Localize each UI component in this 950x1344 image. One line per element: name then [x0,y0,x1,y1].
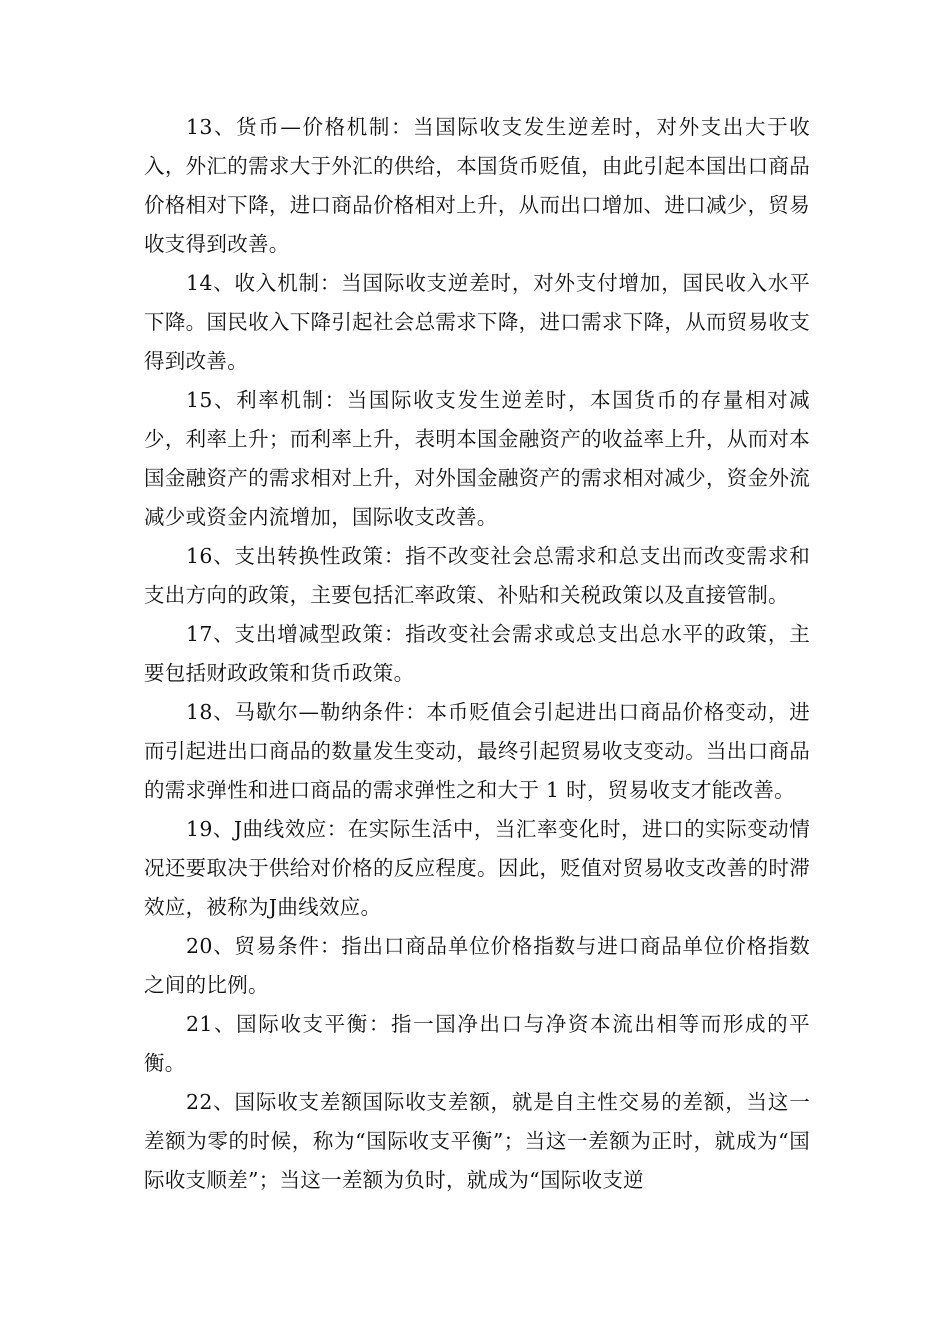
paragraph-21: 21、国际收支平衡：指一国净出口与净资本流出相等而形成的平衡。 [144,1012,810,1075]
paragraph-19: 19、J曲线效应：在实际生活中，当汇率变化时，进口的实际变动情况还要取决于供给对价格的反应程度。因此，贬值对贸易收支改善的时滞效应，被称为J曲线效应。 [144,817,810,919]
paragraph-15: 15、利率机制：当国际收支发生逆差时，本国货币的存量相对减少，利率上升；而利率上升，表明本国金融资产的收益率上升，从而对本国金融资产的需求相对上升，对外国金融资产的需求相对减少，资金外流减少或资金内流增加，国际收支改善。 [144,388,810,529]
paragraph-16: 16、支出转换性政策：指不改变社会总需求和总支出而改变需求和支出方向的政策，主要包括汇率政策、补贴和关税政策以及直接管制。 [144,544,810,607]
paragraph-18: 18、马歇尔—勒纳条件：本币贬值会引起进出口商品价格变动，进而引起进出口商品的数量发生变动，最终引起贸易收支变动。当出口商品的需求弹性和进口商品的需求弹性之和大于 1 时，贸易收支才能改善。 [144,700,810,802]
paragraph-17: 17、支出增减型政策：指改变社会需求或总支出总水平的政策，主要包括财政政策和货币政策。 [144,622,810,685]
document-body [144,108,810,1200]
paragraph-13: 13、货币—价格机制：当国际收支发生逆差时，对外支出大于收入，外汇的需求大于外汇的供给，本国货币贬值，由此引起本国出口商品价格相对下降，进口商品价格相对上升，从而出口增加、进口减少，贸易收支得到改善。 [144,115,810,256]
paragraph-14: 14、收入机制：当国际收支逆差时，对外支付增加，国民收入水平下降。国民收入下降引起社会总需求下降，进口需求下降，从而贸易收支得到改善。 [144,271,810,373]
paragraph-20: 20、贸易条件：指出口商品单位价格指数与进口商品单位价格指数之间的比例。 [144,934,810,997]
paragraph-22: 22、国际收支差额国际收支差额，就是自主性交易的差额，当这一差额为零的时候，称为“国际收支平衡”；当这一差额为正时，就成为“国际收支顺差”；当这一差额为负时，就成为“国际收支逆 [144,1090,810,1192]
